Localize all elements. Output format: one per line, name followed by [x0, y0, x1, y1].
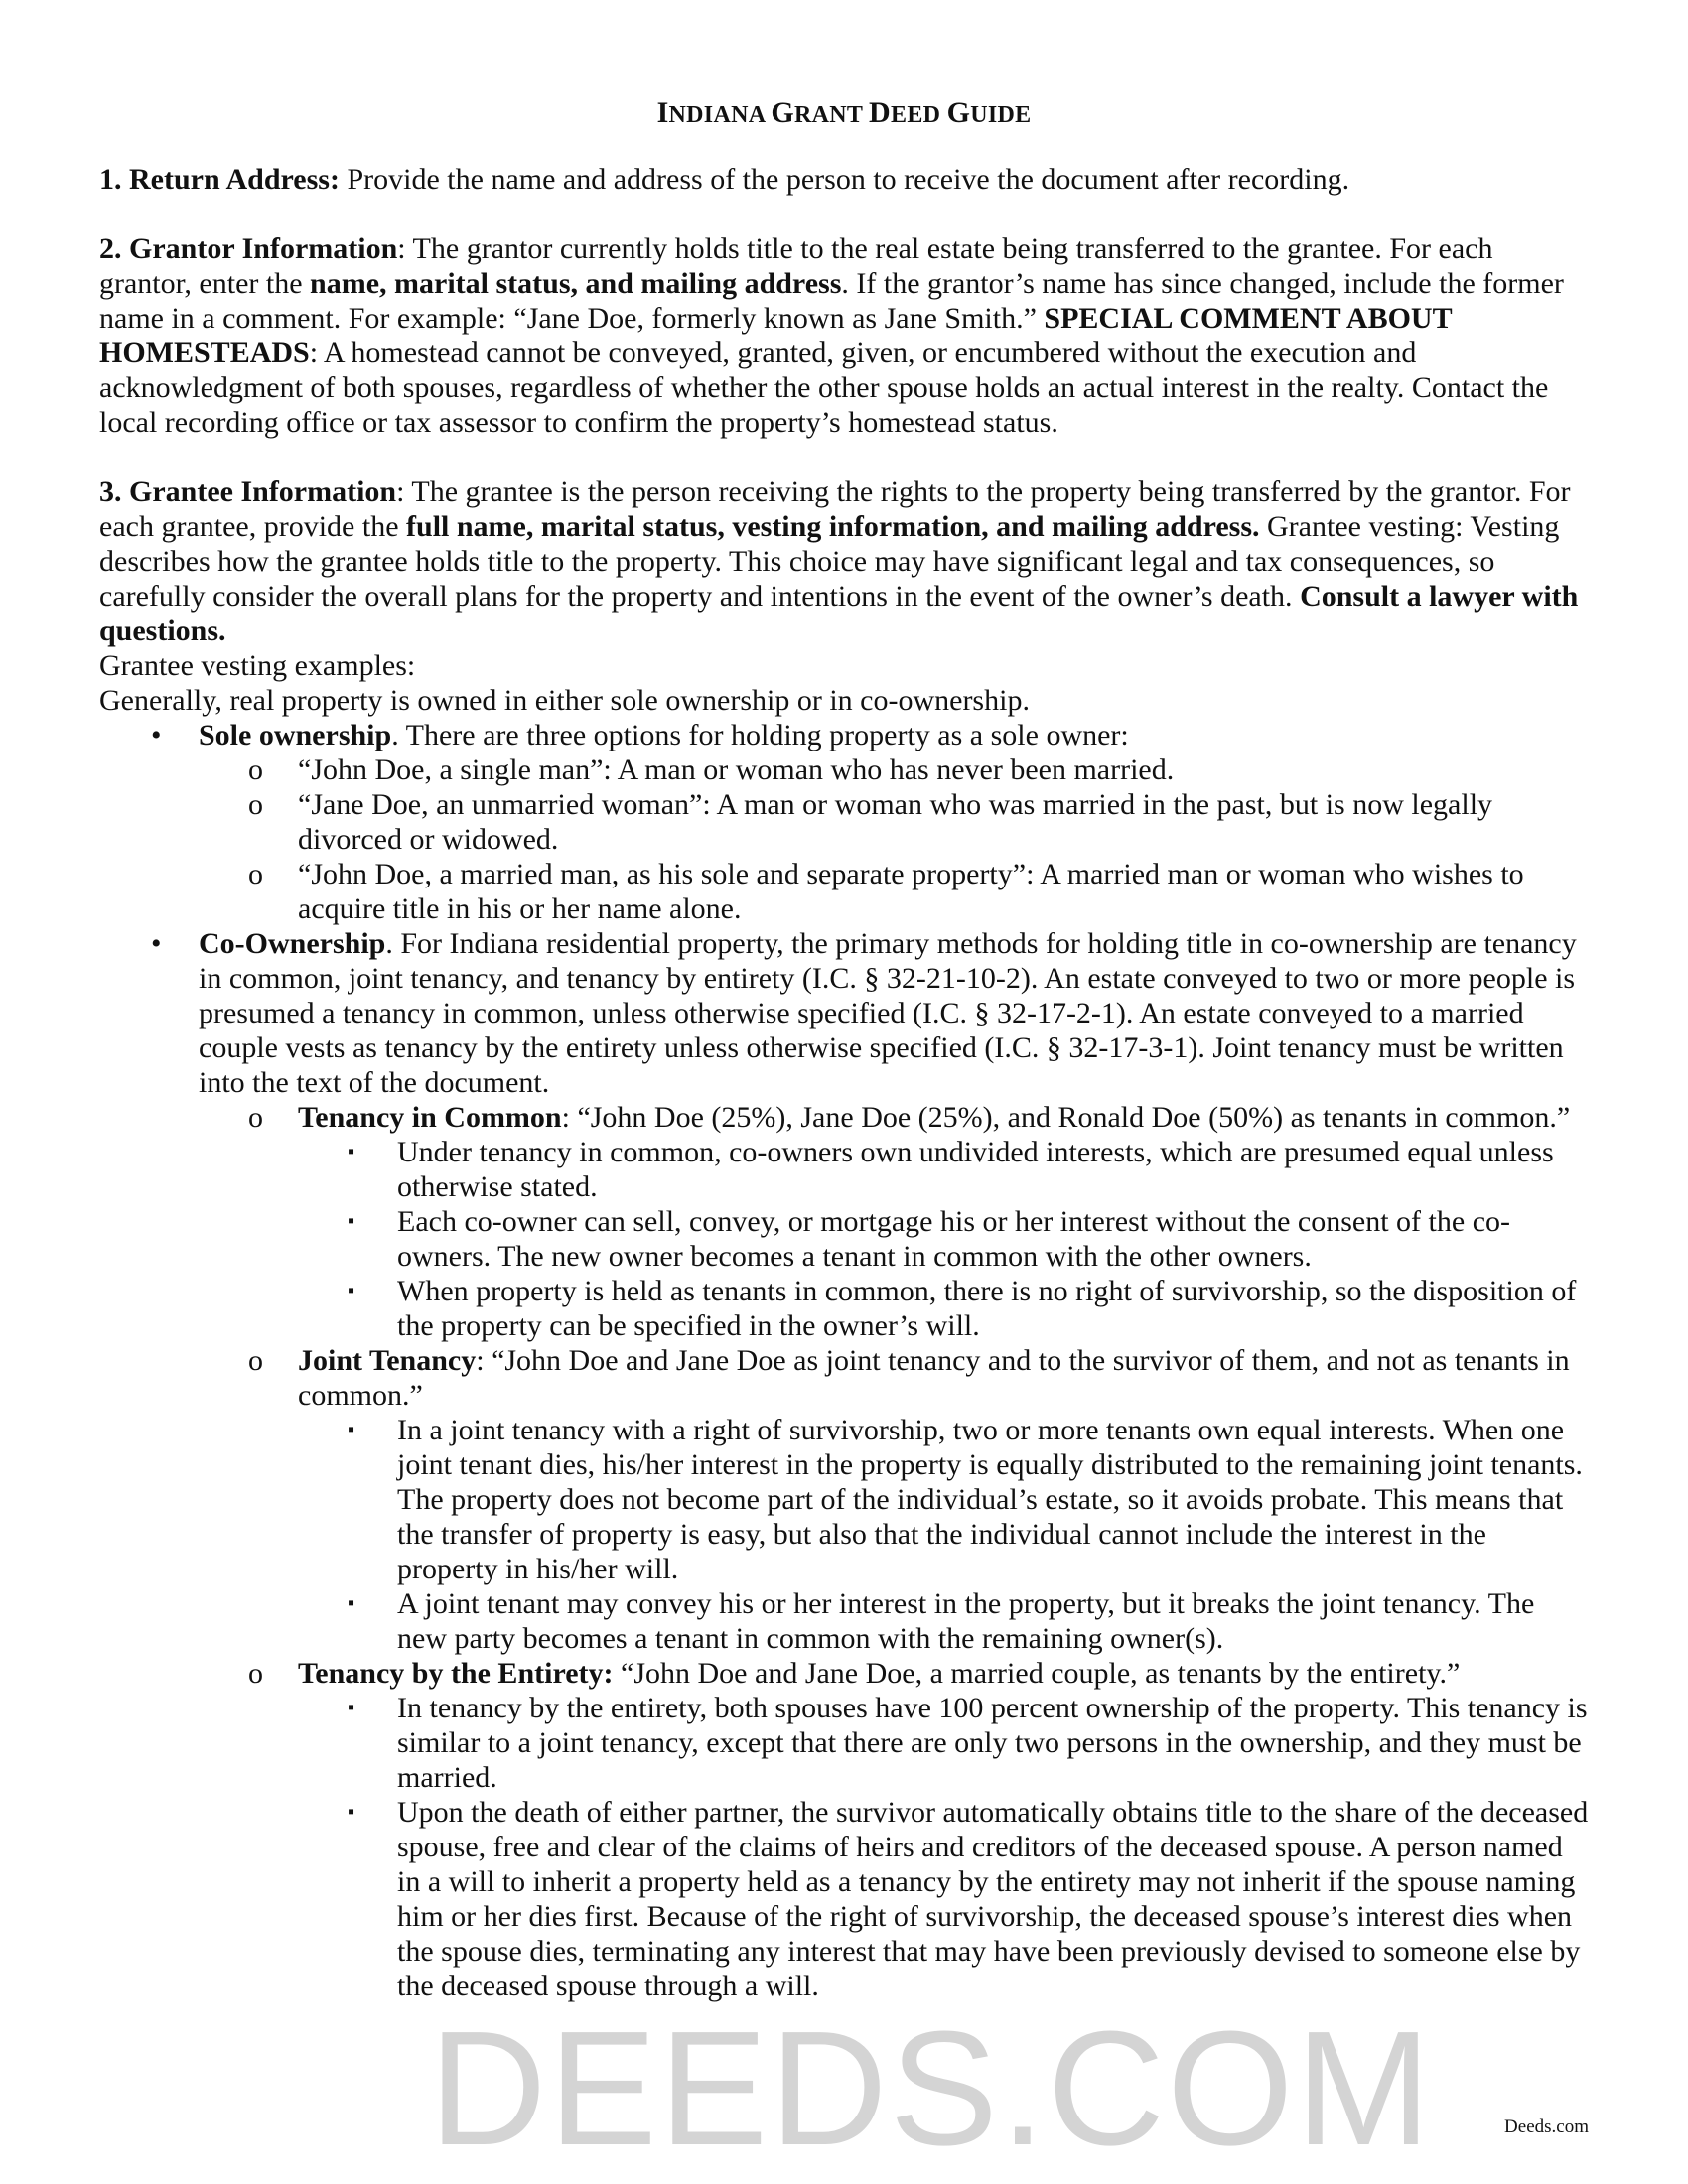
homestead-heading: SPECIAL COMMENT ABOUT HOMESTEADS — [99, 302, 1453, 369]
joint-tenancy-item: o Joint Tenancy: “John Doe and Jane Doe as joint tenancy and to the survivor of them, and not as tenants in common.” — [248, 1344, 1570, 1412]
consult-lawyer-note: Consult a lawyer with questions. — [99, 580, 1579, 647]
square-marker: ▪ — [348, 1801, 355, 1823]
return-address-text: Provide the name and address of the person to receive the document after recording. — [339, 163, 1350, 196]
circle-marker: o — [248, 788, 263, 821]
grantor-section: 2. Grantor Information: The grantor currently holds title to the real estate being transferred to the grantee. For each grantor, enter the name, marital status, and mailing address. If the grantor’s name has since changed, include the former name in a comment. For example: “Jane Doe, formerly known as Jane Smith.” SPECIAL COMMENT ABOUT HOMESTEADS: A homestead cannot be conveyed, granted, given, or encumbered without the execution and acknowledgment of both spouses, regardless of whether the other spouse holds an actual interest in the realty. Contact the local recording office or tax assessor to confirm the property’s homestead status. — [99, 232, 1564, 439]
list-item: ▪ A joint tenant may convey his or her interest in the property, but it breaks the joint tenancy. The new party becomes a tenant in common with the remaining owner(s). — [348, 1587, 1535, 1655]
square-marker: ▪ — [348, 1280, 355, 1301]
list-item: ▪ Each co-owner can sell, convey, or mortgage his or her interest without the consent of the co-owners. The new owner becomes a tenant in common with the other owners. — [348, 1205, 1511, 1273]
list-item: ▪ Under tenancy in common, co-owners own undivided interests, which are presumed equal unless otherwise stated. — [348, 1136, 1554, 1203]
list-item: ▪ In a joint tenancy with a right of survivorship, two or more tenants own equal interests. When one joint tenant dies, his/her interest in the property is equally distributed to the remaining joint tenants. The property does not become part of the individual’s estate, so it avoids probate. This means that the transfer of property is easy, but also that the individual cannot include the interest in the property in his/her will. — [348, 1414, 1583, 1585]
circle-marker: o — [248, 1101, 263, 1134]
list-item: o “John Doe, a single man”: A man or woman who has never been married. — [248, 753, 1175, 786]
tenancy-by-entirety-item: o Tenancy by the Entirety: “John Doe and Jane Doe, a married couple, as tenants by the entirety.” — [248, 1657, 1461, 1690]
sole-ownership-item: • Sole ownership. There are three options for holding property as a sole owner: — [151, 719, 1129, 751]
square-marker: ▪ — [348, 1210, 355, 1232]
document-page — [99, 95, 1589, 2003]
sole-ownership-heading: Sole ownership — [199, 719, 392, 751]
circle-marker: o — [248, 1657, 263, 1690]
grantor-heading: 2. Grantor Information — [99, 232, 398, 265]
tenancy-in-common-heading: Tenancy in Common — [298, 1101, 562, 1134]
square-marker: ▪ — [348, 1697, 355, 1718]
grantee-section: 3. Grantee Information: The grantee is the person receiving the rights to the property being transferred by the grantor. For each grantee, provide the full name, marital status, vesting information, and mailing address. Grantee vesting: Vesting describes how the grantee holds title to the property. This choice may have significant legal and tax consequences, so carefully consider the overall plans for the property and intentions in the event of the owner’s death. Consult a lawyer with questions. Grantee vesting examples: Generally, real property is owned in either sole ownership or in co-ownership. • Sole ownership. There are three options for holding property as a sole owner: o “John Doe, a single man”: A man or woman who has never been married. o “Jane Doe, an unmarried woman”: A man or woman who was married in the past, but is now legally divorced or widowed. o “John Doe, a married man, as his sole and separate property”: A married man or woman who wishes to acquire title in his or her name alone. • Co-Ownership. For Indiana residential property, the primary methods for holding title in co-ownership are tenancy in common, joint tenancy, and tenancy by entirety (I.C. § 32-21-10-2). An estate conveyed to two or more people is presumed a tenancy in common, unless otherwise specified (I.C. § 32-17-2-1). An estate conveyed to a married couple vests as tenancy by the entirety unless otherwise specified (I.C. § 32-17-3-1). Joint tenancy must be written into the text of the document. o Tenancy in Common: “John Doe (25%), Jane Doe (25%), and Ronald Doe (50%) as tenants in common.” ▪ Under tenancy in common, co-owners own undivided interests, which are presumed equal unless otherwise stated. ▪ Each co-owner can sell, convey, or mortgage his or her interest without the consent of the co-owners. The new owner becomes a tenant in common with the other owners. ▪ When property is held as tenants in common, there is no right of survivorship, so the disposition of the property can be specified in the owner’s will. o Joint Tenancy: “John Doe and Jane Doe as joint tenancy and to the survivor of them, and not as tenants in common.” ▪ In a joint tenancy with a right of survivorship, two or more tenants own equal interests. When one joint tenant dies, his/her interest in the property is equally distributed to the remaining joint tenants. The property does not become part of the individual’s estate, so it avoids probate. This means that the transfer of property is easy, but also that the individual cannot include the interest in the property in his/her will. ▪ A joint tenant may convey his or her interest in the property, but it breaks the joint tenancy. The new party becomes a tenant in common with the remaining owner(s). o Tenancy by the Entirety: “John Doe and Jane Doe, a married couple, as tenants by the entirety.” ▪ In tenancy by the entirety, both spouses have 100 percent ownership of the property. This tenancy is similar to a joint tenancy, except that there are only two persons in the ownership, and they must be married. ▪ Upon the death of either partner, the survivor automatically obtains title to the share of the deceased spouse, free and clear of the claims of heirs and creditors of the deceased spouse. A person named in a will to inherit a property held as a tenancy by the entirety may not inherit if the spouse naming him or her dies first. Because of the right of survivorship, the deceased spouse’s interest dies when the spouse dies, terminating any interest that may have been previously devised to someone else by the deceased spouse through a will. — [99, 476, 1589, 2002]
bullet-marker: • — [151, 927, 162, 960]
page-title: INDIANA GRANT DEED GUIDE — [656, 96, 1032, 129]
tenancy-by-entirety-heading: Tenancy by the Entirety: — [298, 1657, 614, 1690]
list-item: ▪ In tenancy by the entirety, both spouses have 100 percent ownership of the property. This tenancy is similar to a joint tenancy, except that there are only two persons in the ownership, and they must be married. — [348, 1692, 1588, 1794]
deeds-watermark: DEEDS.COM — [429, 1997, 1434, 2179]
square-marker: ▪ — [348, 1419, 355, 1440]
grantee-heading: 3. Grantee Information — [99, 476, 397, 508]
bullet-marker: • — [151, 719, 162, 751]
circle-marker: o — [248, 1344, 263, 1377]
tenancy-in-common-item: o Tenancy in Common: “John Doe (25%), Jane Doe (25%), and Ronald Doe (50%) as tenants in common.” — [248, 1101, 1571, 1134]
circle-marker: o — [248, 753, 263, 786]
list-item: o “John Doe, a married man, as his sole and separate property”: A married man or woman who wishes to acquire title in his or her name alone. — [248, 858, 1524, 925]
square-marker: ▪ — [348, 1592, 355, 1614]
ownership-intro: Generally, real property is owned in either sole ownership or in co-ownership. — [99, 684, 1030, 717]
co-ownership-heading: Co-Ownership — [199, 927, 386, 960]
list-item: ▪ When property is held as tenants in common, there is no right of survivorship, so the disposition of the property can be specified in the owner’s will. — [348, 1275, 1577, 1342]
circle-marker: o — [248, 858, 263, 890]
list-item: o “Jane Doe, an unmarried woman”: A man or woman who was married in the past, but is now legally divorced or widowed. — [248, 788, 1493, 856]
return-address-section — [99, 162, 1589, 197]
square-marker: ▪ — [348, 1141, 355, 1162]
vesting-examples-label: Grantee vesting examples: — [99, 649, 416, 682]
co-ownership-item: • Co-Ownership. For Indiana residential property, the primary methods for holding title in co-ownership are tenancy in common, joint tenancy, and tenancy by entirety (I.C. § 32-21-10-2). An estate conveyed to two or more people is presumed a tenancy in common, unless otherwise specified (I.C. § 32-17-2-1). An estate conveyed to a married couple vests as tenancy by the entirety unless otherwise specified (I.C. § 32-17-3-1). Joint tenancy must be written into the text of the document. — [151, 927, 1577, 1099]
return-address-heading: 1. Return Address: — [99, 163, 340, 196]
joint-tenancy-heading: Joint Tenancy — [298, 1344, 477, 1377]
footer-brand: Deeds.com — [1504, 2116, 1589, 2137]
list-item: ▪ Upon the death of either partner, the survivor automatically obtains title to the share of the deceased spouse, free and clear of the claims of heirs and creditors of the deceased spouse. A person named in a will to inherit a property held as a tenancy by the entirety may not inherit if the spouse naming him or her dies first. Because of the right of survivorship, the deceased spouse’s interest dies when the spouse dies, terminating any interest that may have been previously devised to someone else by the deceased spouse through a will. — [348, 1796, 1589, 2002]
ownership-list — [99, 718, 1589, 2003]
